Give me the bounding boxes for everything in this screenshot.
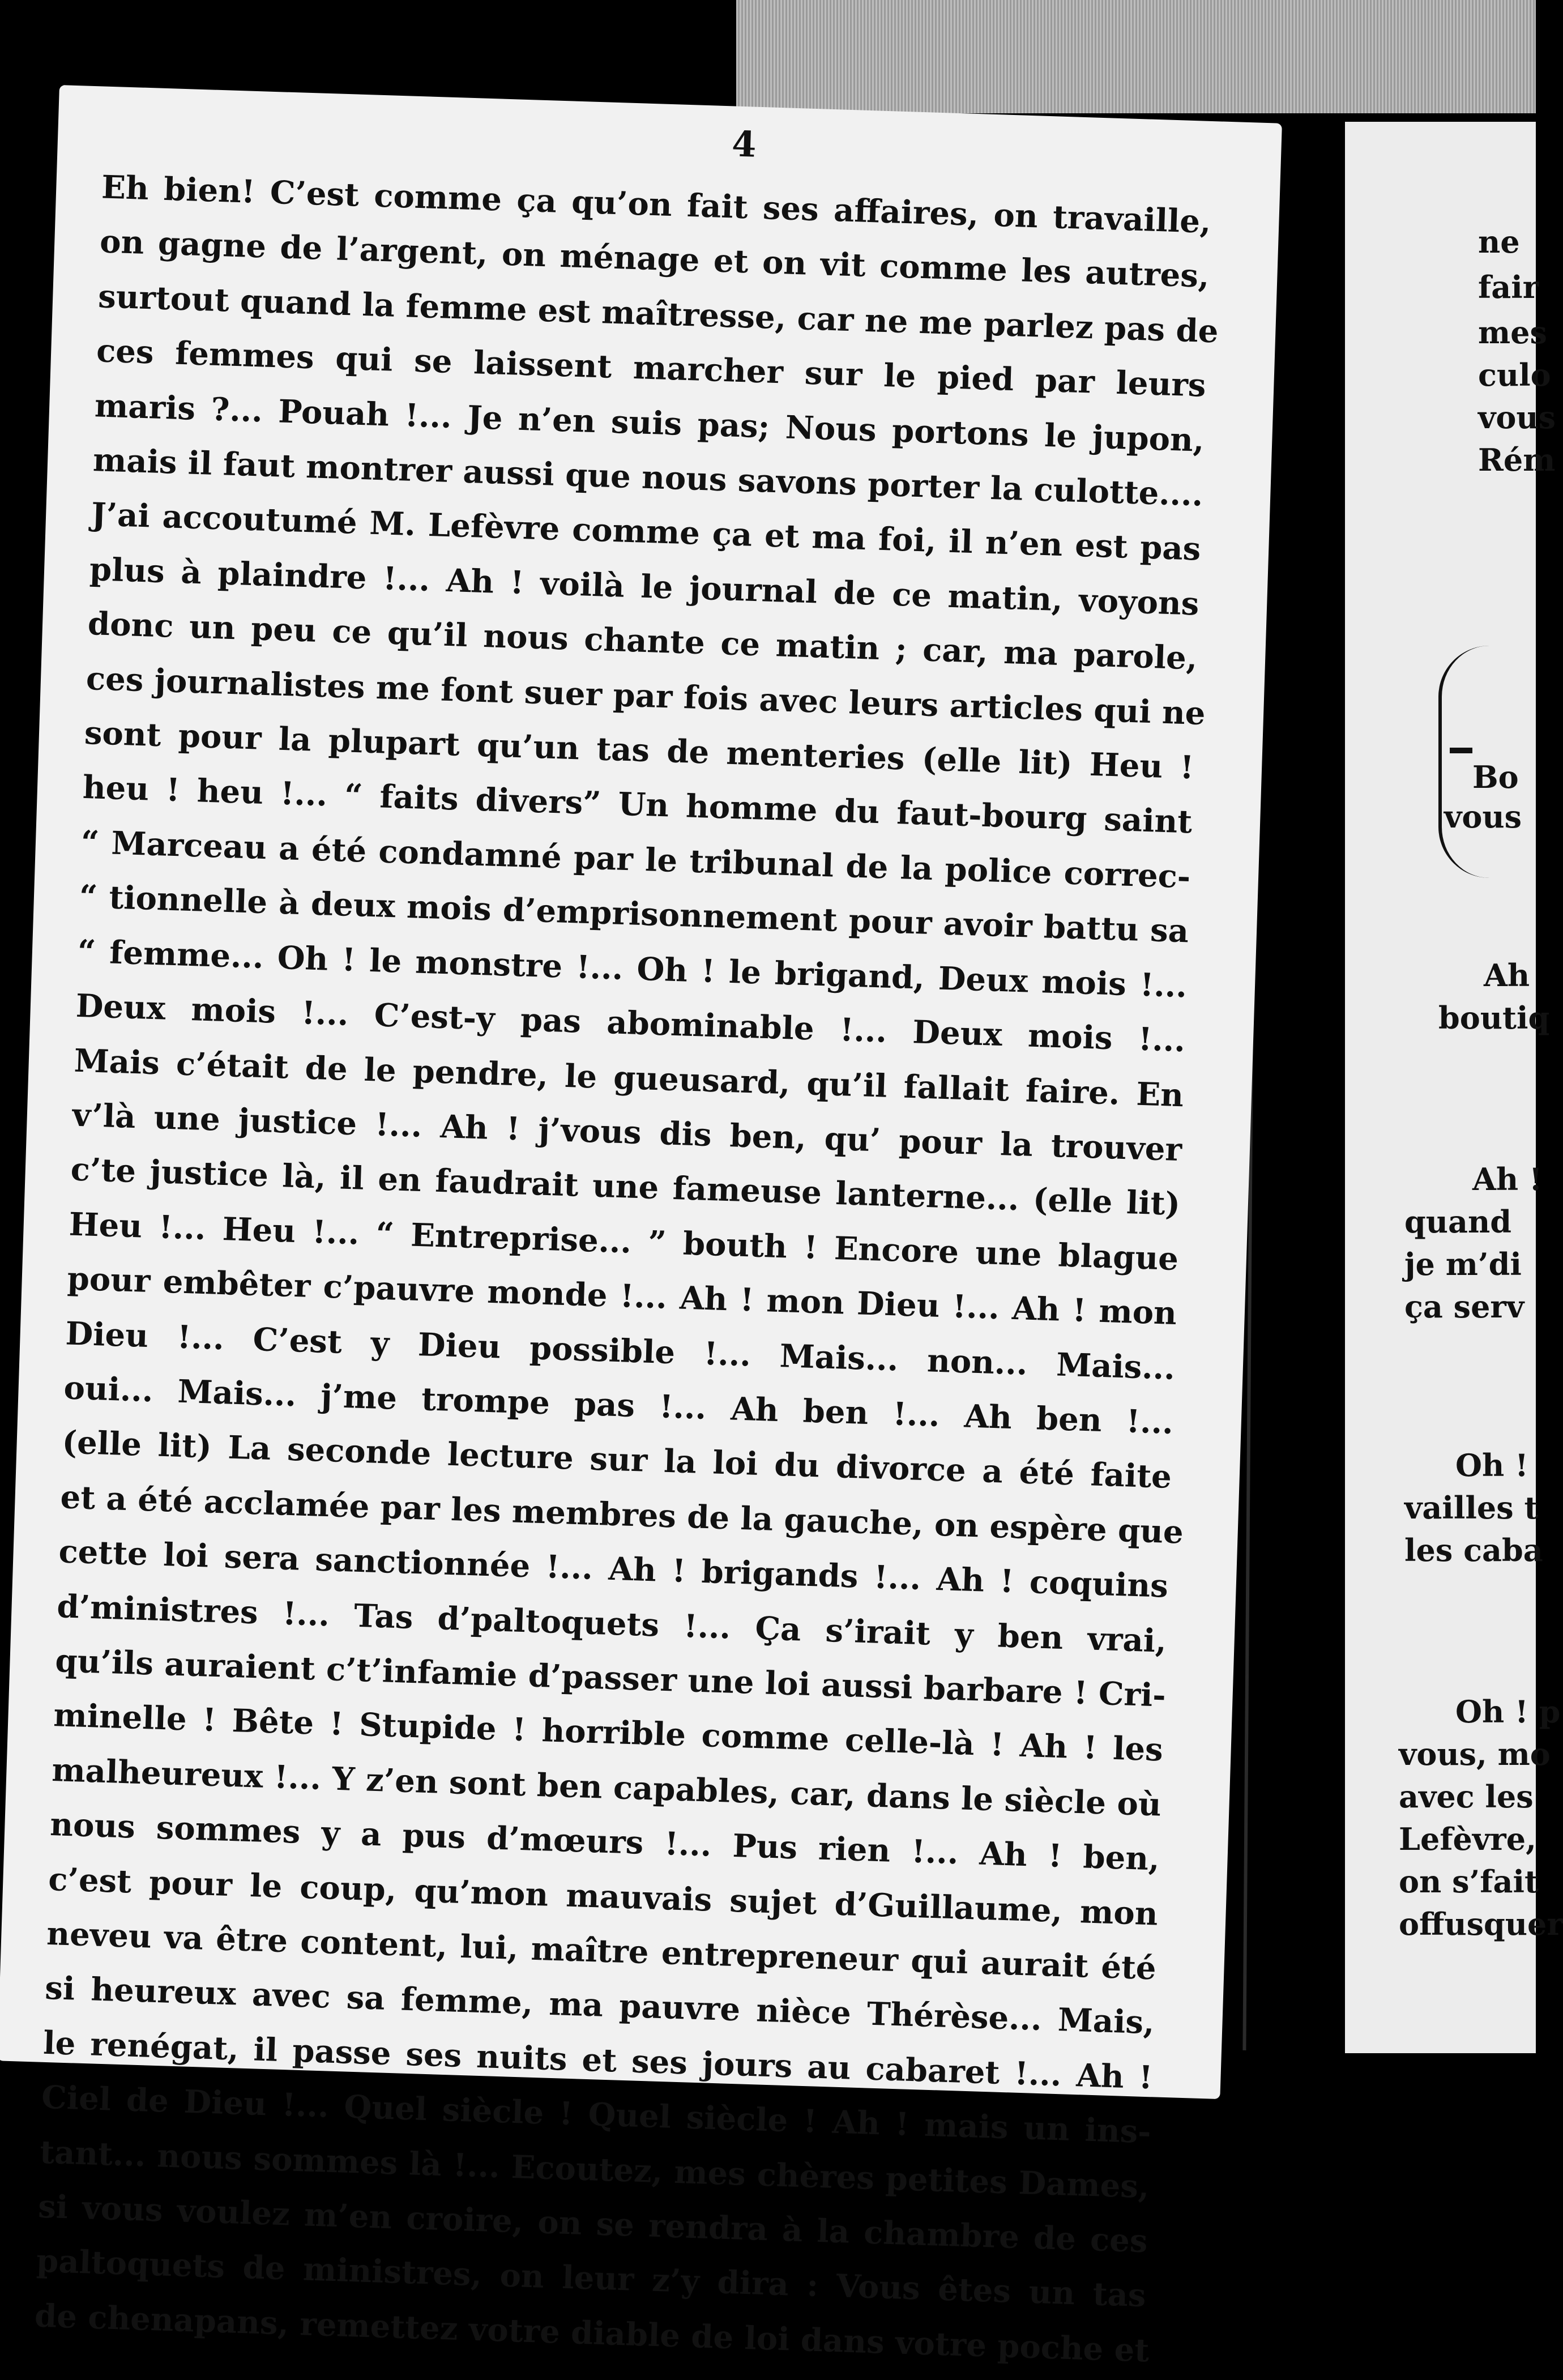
text-line: Mais c’était de le pendre, le gueusard, qu’il fallait faire. En	[73, 1042, 1184, 1114]
fragment: vailles t	[1404, 1490, 1539, 1526]
text-line: cette loi sera sanctionnée !... Ah ! brigands !... Ah ! coquins	[58, 1533, 1169, 1605]
book-page	[0, 85, 1282, 2370]
fragment: vous	[1478, 399, 1556, 436]
text-line: d’ministres !... Tas d’paltoquets !... Ça s’irait y ben vrai,	[56, 1587, 1167, 1660]
text-line: J’ai accoutumé M. Lefèvre comme ça et ma foi, il n’en est pas	[91, 496, 1202, 569]
fragment: vous, mo	[1399, 1736, 1551, 1772]
fragment: Ah !	[1472, 1161, 1543, 1197]
text-line: neveu va être content, lui, maître entrepreneur qui aurait été	[46, 1914, 1157, 1987]
text-line: qu’ils auraient c’t’infamie d’passer une loi aussi barbare ! Cri-	[54, 1642, 1167, 1714]
fragment: culo	[1478, 357, 1551, 393]
text-line: Ciel de Dieu !... Quel siècle ! Quel siècle ! Ah ! mais un ins-	[41, 2078, 1152, 2151]
fragment: Rém	[1478, 442, 1556, 478]
text-line: donc un peu ce qu’il nous chante ce matin ; car, ma parole,	[87, 605, 1198, 677]
text-line: malheureux !... Y z’en sont ben capables, car, dans le siècle où	[51, 1751, 1162, 1824]
text-line: c’est pour le coup, qu’mon mauvais sujet d’Guillaume, mon	[48, 1860, 1159, 1933]
text-line: plus à plaindre !... Ah ! voilà le journal de ce matin, voyons	[89, 550, 1200, 623]
fragment: je m’di	[1404, 1246, 1522, 1282]
text-line: si vous voulez m’en croire, on se rendra à la chambre de ces	[37, 2187, 1148, 2260]
text-line: Deux mois !... C’est-y pas abominable !... Deux mois !...	[75, 987, 1186, 1060]
text-line: maris ?... Pouah !... Je n’en suis pas; Nous portons le jupon,	[94, 386, 1205, 459]
fragment: Ah	[1484, 957, 1530, 993]
text-line: nous sommes y a pus d’mœurs !... Pus rien !... Ah ! ben,	[49, 1806, 1160, 1878]
text-line: mais il faut montrer aussi que nous savons porter la culotte....	[92, 441, 1204, 514]
text-line: “ tionnelle à deux mois d’emprisonnement pour avoir battu sa	[78, 878, 1190, 950]
text-line: on gagne de l’argent, on ménage et on vit comme les autres,	[99, 223, 1210, 296]
text-line: de chenapans, remettez votre diable de loi dans votre poche et	[34, 2297, 1150, 2370]
page-number: 4	[731, 123, 757, 165]
page-body-text	[34, 160, 1219, 2378]
background-fabric-top	[736, 0, 1536, 113]
text-line: Heu !... Heu !... “ Entreprise... ” bouth ! Encore une blague	[68, 1205, 1179, 1278]
dash-mark	[1450, 748, 1472, 753]
text-line: oui... Mais... j’me trompe pas !... Ah ben !... Ah ben !...	[63, 1369, 1174, 1441]
text-line: c’te justice là, il en faudrait une fameuse lanterne... (elle lit)	[70, 1150, 1181, 1223]
fragment: Lefèvre,	[1399, 1821, 1536, 1857]
text-line: et a été acclamée par les membres de la gauche, on espère que	[59, 1478, 1184, 1551]
text-line: ces journalistes me font suer par fois avec leurs articles qui ne	[86, 659, 1206, 732]
text-line: le renégat, il passe ses nuits et ses jours au cabaret !... Ah !	[42, 2024, 1154, 2097]
text-line: si heureux avec sa femme, ma pauvre nièce Thérèse... Mais,	[44, 1969, 1155, 2042]
fragment: ça serv	[1404, 1289, 1524, 1325]
text-line: surtout quand la femme est maîtresse, car ne me parlez pas de	[97, 278, 1219, 351]
text-line: (elle lit) La seconde lecture sur la loi du divorce a été faite	[61, 1423, 1172, 1496]
text-line: minelle ! Bête ! Stupide ! horrible comme celle-là ! Ah ! les	[53, 1696, 1164, 1769]
text-line: tant... nous sommes là !... Ecoutez, mes chères petites Dames,	[39, 2133, 1150, 2206]
text-line: “ femme... Oh ! le monstre !... Oh ! le brigand, Deux mois !...	[76, 932, 1188, 1005]
fragment: ne	[1478, 224, 1520, 260]
fragment: quand	[1404, 1204, 1512, 1240]
fragment: mes	[1478, 314, 1547, 351]
fragment: Bo	[1472, 759, 1519, 795]
fragment: vous	[1444, 799, 1522, 835]
fragment: Oh ! p	[1455, 1694, 1561, 1730]
fragment: on s’fait	[1399, 1863, 1539, 1900]
text-line: pour embêter c’pauvre monde !... Ah ! mon Dieu !... Ah ! mon	[66, 1260, 1177, 1333]
fragment: les caba	[1404, 1532, 1543, 1568]
fragment: avec les	[1399, 1778, 1534, 1815]
text-line: Dieu !... C’est y Dieu possible !... Mais... non... Mais...	[65, 1314, 1176, 1387]
text-line: sont pour la plupart qu’un tas de menteries (elle lit) Heu !	[84, 714, 1195, 787]
text-line: v’là une justice !... Ah ! j’vous dis ben, qu’ pour la trouver	[71, 1096, 1182, 1169]
text-line: ces femmes qui se laissent marcher sur le pied par leurs	[96, 332, 1207, 405]
text-line: paltoquets de ministres, on leur z’y dira : Vous êtes un tas	[36, 2242, 1147, 2315]
fragment: boutiq	[1438, 1000, 1550, 1036]
text-line: “ Marceau a été condamné par le tribunal de la police correc-	[80, 823, 1192, 896]
fragment: fair	[1478, 269, 1539, 305]
text-line: Eh bien! C’est comme ça qu’on fait ses affaires, on travaille,	[101, 168, 1212, 241]
fragment: Oh !	[1455, 1447, 1528, 1483]
fragment: offusquer	[1399, 1906, 1563, 1942]
text-line: heu ! heu !... “ faits divers” Un homme du faut-bourg saint	[82, 769, 1193, 841]
